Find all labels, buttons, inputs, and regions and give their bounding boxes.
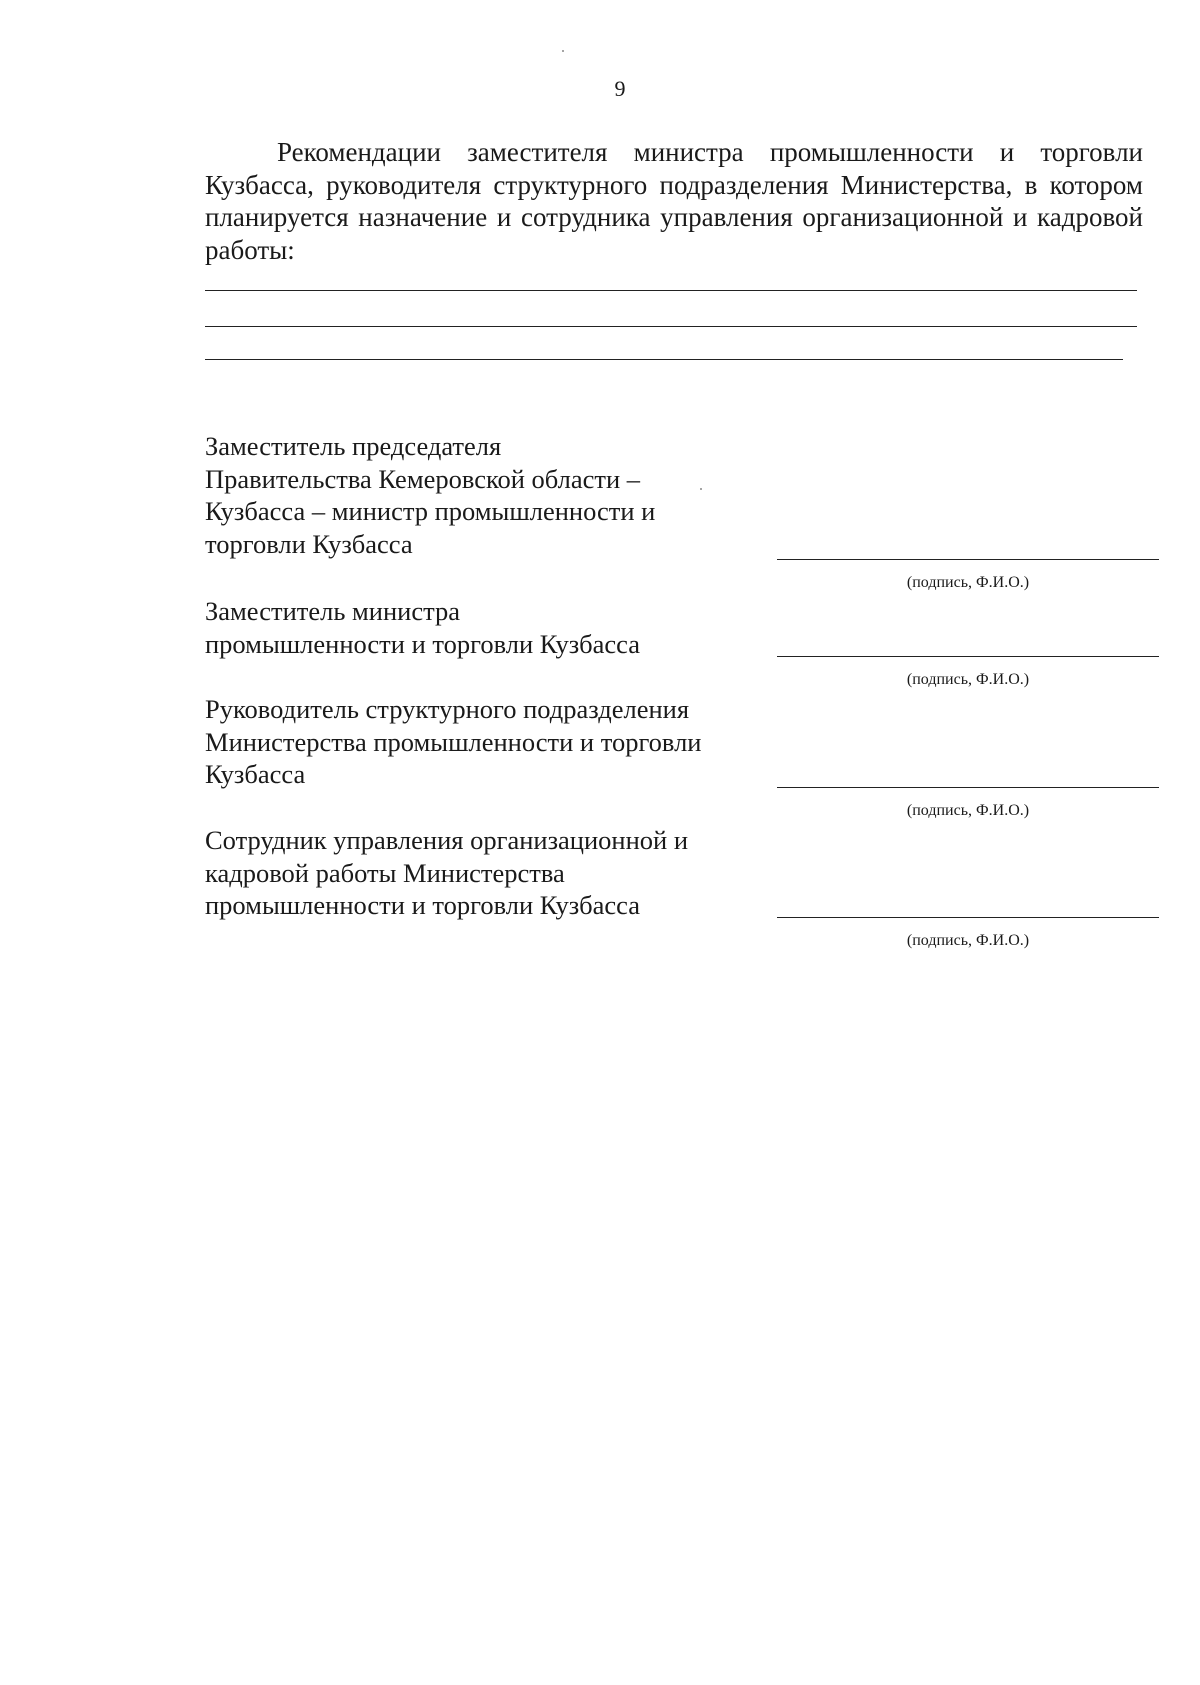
signer-title: Заместитель министра промышленности и торговли Кузбасса bbox=[205, 596, 641, 659]
recommendation-paragraph: Рекомендации заместителя министра промышленности и торговли Кузбасса, руководителя структурного подразделения Министерства, в котором планируется назначение и сотрудника управления организационной и кадровой работы: bbox=[205, 137, 1143, 265]
signer-title: Заместитель председателя Правительства Кемеровской области – Кузбасса – министр промышленности и торговли Кузбасса bbox=[205, 431, 656, 559]
signature-line[interactable] bbox=[777, 787, 1159, 788]
signer-block-division-head bbox=[205, 693, 765, 791]
signer-block-hr-employee bbox=[205, 824, 765, 922]
fill-in-line[interactable] bbox=[205, 326, 1137, 327]
signature-caption: (подпись, Ф.И.О.) bbox=[906, 802, 1030, 819]
fill-in-line[interactable] bbox=[205, 290, 1137, 291]
signature-caption: (подпись, Ф.И.О.) bbox=[906, 671, 1030, 688]
scan-speck bbox=[562, 50, 564, 52]
signature-caption: (подпись, Ф.И.О.) bbox=[906, 932, 1030, 949]
page-number: 9 bbox=[614, 76, 626, 101]
signature-line[interactable] bbox=[777, 559, 1159, 560]
signature-line[interactable] bbox=[777, 917, 1159, 918]
fill-in-line[interactable] bbox=[205, 359, 1123, 360]
signer-block-deputy-minister bbox=[205, 595, 765, 660]
signer-block-deputy-chairman bbox=[205, 430, 765, 560]
signer-title: Руководитель структурного подразделения Министерства промышленности и торговли Кузбасса bbox=[205, 694, 702, 789]
signer-title: Сотрудник управления организационной и кадровой работы Министерства промышленности и торговли Кузбасса bbox=[205, 825, 689, 920]
signature-line[interactable] bbox=[777, 656, 1159, 657]
signature-caption: (подпись, Ф.И.О.) bbox=[906, 574, 1030, 591]
